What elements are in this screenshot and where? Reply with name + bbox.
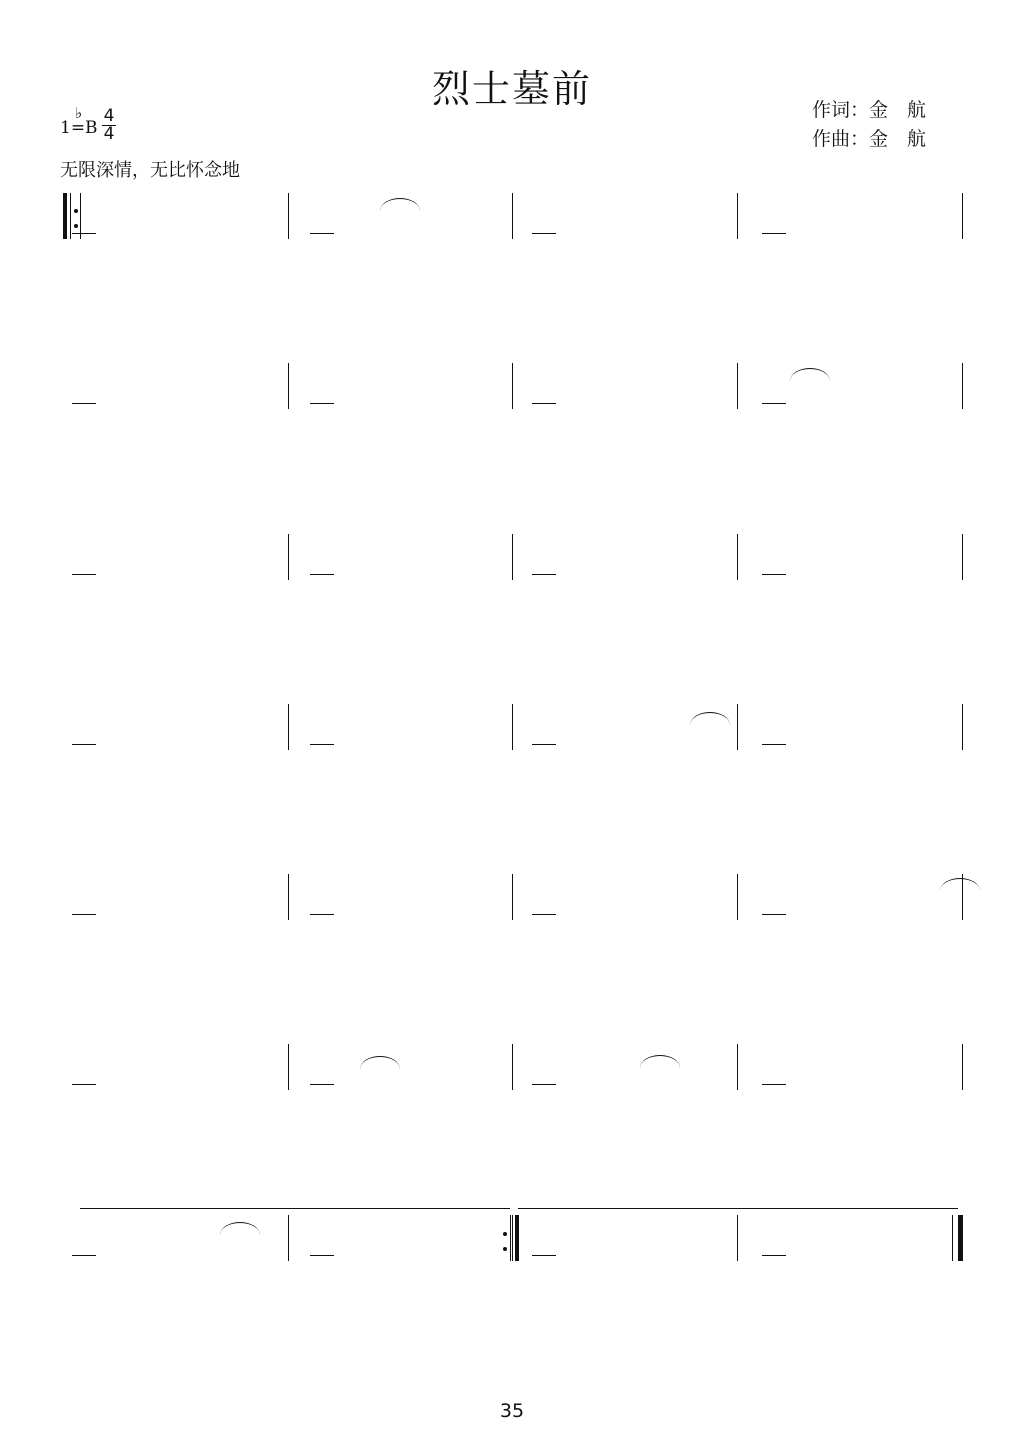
beam-line <box>72 233 96 234</box>
beam-line <box>762 403 786 404</box>
barline <box>288 534 289 580</box>
song-title: 烈士墓前 <box>431 67 592 111</box>
final-thin <box>952 1215 953 1261</box>
composer-credit: 作曲：金 航 <box>811 128 926 150</box>
barline <box>512 193 513 239</box>
beam-line <box>310 574 334 575</box>
barline <box>962 704 963 750</box>
time-top: 4 <box>103 106 115 126</box>
barline <box>288 363 289 409</box>
beam-line <box>762 744 786 745</box>
beam-line <box>72 574 96 575</box>
volta-bracket-1-2 <box>80 1208 510 1209</box>
barline <box>962 1215 963 1261</box>
beam-line <box>762 233 786 234</box>
beam-line <box>72 744 96 745</box>
tempo-marking: 无限深情，无比怀念地 <box>60 160 240 181</box>
barline <box>962 363 963 409</box>
beam-line <box>310 403 334 404</box>
barline <box>737 704 738 750</box>
repeat-end-thin <box>510 1215 511 1261</box>
barline <box>962 1044 963 1090</box>
beam-line <box>532 914 556 915</box>
time-signature <box>102 108 116 143</box>
barline <box>962 534 963 580</box>
slur-mark <box>380 198 420 211</box>
beam-line <box>72 914 96 915</box>
barline <box>737 193 738 239</box>
repeat-start-thin <box>70 193 71 239</box>
barline <box>962 193 963 239</box>
beam-line <box>532 1255 556 1256</box>
repeat-dot <box>503 1232 507 1236</box>
beam-line <box>762 914 786 915</box>
barline <box>512 874 513 920</box>
beam-line <box>532 403 556 404</box>
beam-line <box>72 403 96 404</box>
lyricist-credit: 作词：金 航 <box>811 99 926 121</box>
barline <box>288 1044 289 1090</box>
slur-mark <box>690 712 730 725</box>
slur-mark <box>640 1055 680 1068</box>
repeat-dot <box>74 224 78 228</box>
barline <box>512 1044 513 1090</box>
beam-line <box>532 574 556 575</box>
barline <box>512 1215 513 1261</box>
volta-bracket-3 <box>518 1208 958 1209</box>
final-barline <box>958 1215 962 1261</box>
page-number: 35 <box>499 1400 525 1422</box>
time-bottom: 4 <box>103 124 115 144</box>
beam-line <box>532 233 556 234</box>
credits <box>812 96 926 154</box>
barline <box>737 874 738 920</box>
beam-line <box>310 914 334 915</box>
beam-line <box>762 574 786 575</box>
beam-line <box>310 1084 334 1085</box>
key-signature <box>60 104 120 152</box>
repeat-dot <box>74 209 78 213</box>
beam-line <box>310 744 334 745</box>
beam-line <box>310 1255 334 1256</box>
flat-icon: ♭ <box>75 104 83 122</box>
barline <box>288 874 289 920</box>
repeat-dot <box>503 1247 507 1251</box>
barline <box>737 1215 738 1261</box>
barline <box>737 363 738 409</box>
key-tonic: 1=B <box>60 118 98 138</box>
barline <box>512 534 513 580</box>
barline <box>512 704 513 750</box>
beam-line <box>310 233 334 234</box>
beam-line <box>72 1084 96 1085</box>
barline <box>737 534 738 580</box>
barline <box>737 1044 738 1090</box>
beam-line <box>762 1084 786 1085</box>
slur-mark <box>790 368 830 381</box>
beam-line <box>532 744 556 745</box>
slur-mark <box>940 878 980 891</box>
repeat-end-barline <box>515 1215 519 1261</box>
barline <box>288 1215 289 1261</box>
beam-line <box>762 1255 786 1256</box>
repeat-start-barline <box>63 193 67 239</box>
barline <box>288 704 289 750</box>
beam-line <box>532 1084 556 1085</box>
beam-line <box>72 1255 96 1256</box>
barline <box>512 363 513 409</box>
slur-mark <box>360 1056 400 1069</box>
slur-mark <box>220 1222 260 1235</box>
barline <box>288 193 289 239</box>
